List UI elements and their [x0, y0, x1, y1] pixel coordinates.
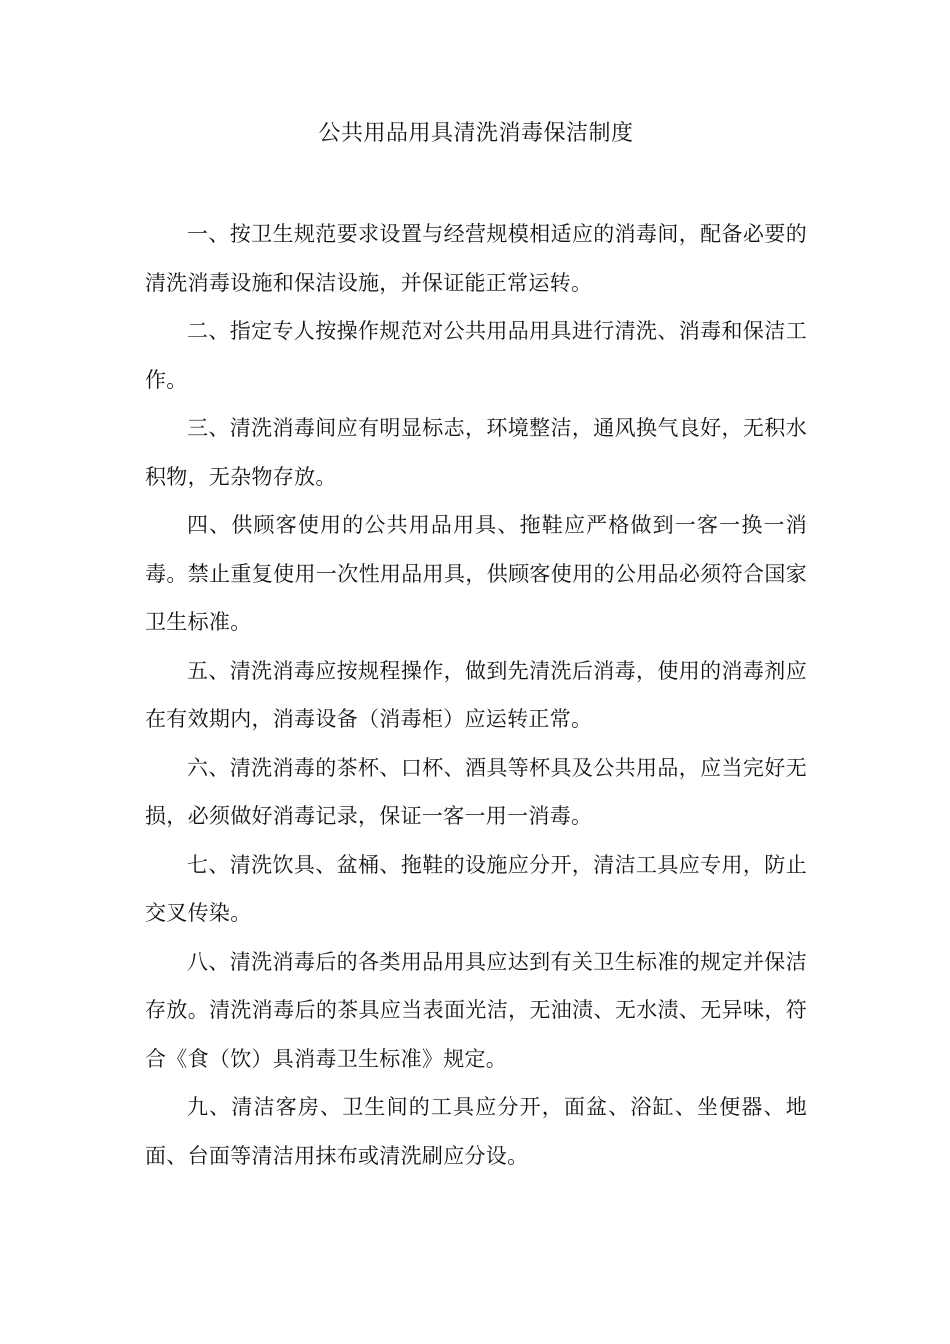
paragraph-3: 三、清洗消毒间应有明显标志，环境整洁，通风换气良好，无积水积物，无杂物存放。: [145, 416, 807, 489]
paragraph-4: 四、供顾客使用的公共用品用具、拖鞋应严格做到一客一换一消毒。禁止重复使用一次性用品用具，供顾客使用的公用品必须符合国家卫生标准。: [145, 513, 807, 634]
paragraph-9: 九、清洁客房、卫生间的工具应分开，面盆、浴缸、坐便器、地面、台面等清洁用抹布或清洗刷应分设。: [145, 1095, 807, 1168]
document-title: 公共用品用具清洗消毒保洁制度: [318, 121, 634, 146]
document-body: [145, 210, 807, 1180]
paragraph-7: 七、清洗饮具、盆桶、拖鞋的设施应分开，清洁工具应专用，防止交叉传染。: [145, 852, 807, 925]
paragraph-2: 二、指定专人按操作规范对公共用品用具进行清洗、消毒和保洁工作。: [145, 319, 807, 392]
paragraph-6: 六、清洗消毒的茶杯、口杯、酒具等杯具及公共用品，应当完好无损，必须做好消毒记录，保证一客一用一消毒。: [145, 755, 807, 828]
paragraph-8: 八、清洗消毒后的各类用品用具应达到有关卫生标准的规定并保洁存放。清洗消毒后的茶具应当表面光洁，无油渍、无水渍、无异味，符合《食（饮）具消毒卫生标准》规定。: [145, 949, 807, 1071]
document-page: [145, 118, 807, 1180]
paragraph-1: 一、按卫生规范要求设置与经营规模相适应的消毒间，配备必要的清洗消毒设施和保洁设施，并保证能正常运转。: [145, 222, 807, 295]
paragraph-5: 五、清洗消毒应按规程操作，做到先清洗后消毒，使用的消毒剂应在有效期内，消毒设备（消毒柜）应运转正常。: [145, 658, 807, 731]
